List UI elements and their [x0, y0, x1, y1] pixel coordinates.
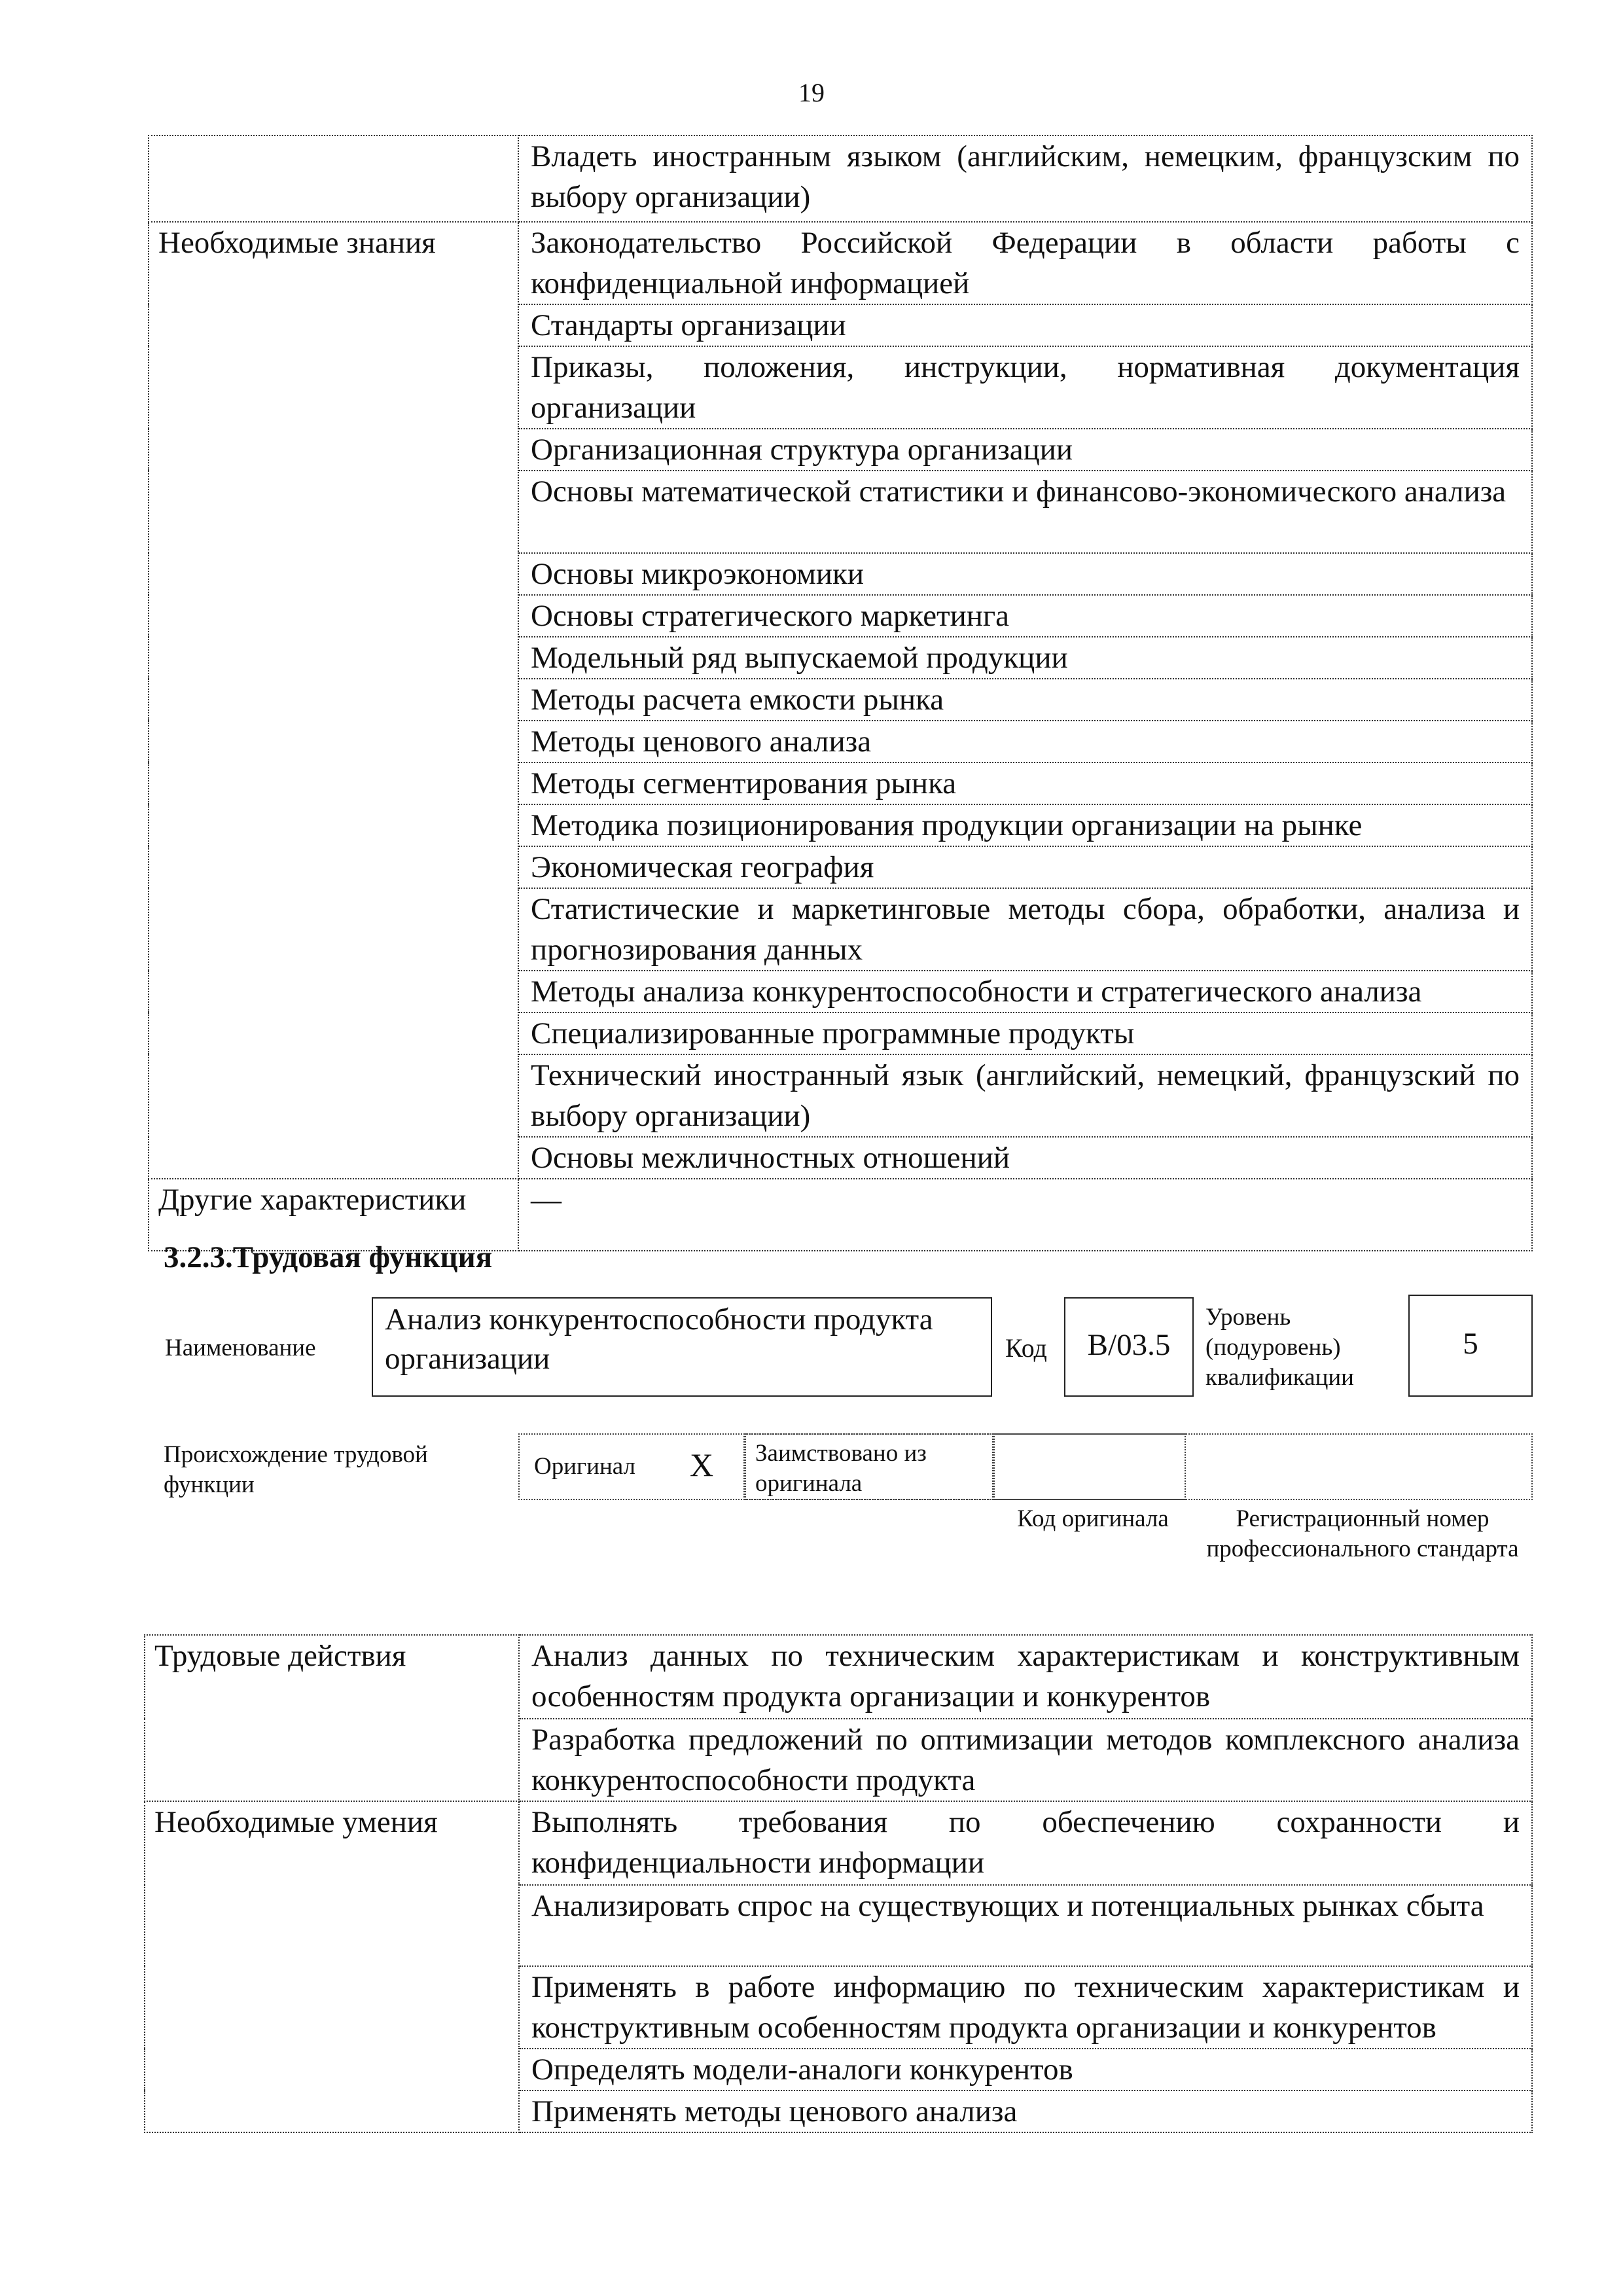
table-cell: Законодательство Российской Федерации в области работы с конфиденциальной информацией [518, 222, 1532, 304]
row-label-actions: Трудовые действия [145, 1635, 519, 1801]
table-cell: Основы математической статистики и финансово-экономического анализа [518, 471, 1532, 553]
table-row [145, 1801, 1532, 1885]
table-cell: Методы расчета емкости рынка [518, 679, 1532, 721]
row-label-other: Другие характеристики [149, 1179, 518, 1251]
table-cell: Основы стратегического маркетинга [518, 595, 1532, 637]
table-cell: Определять модели-аналоги конкурентов [519, 2049, 1532, 2090]
table-cell: Технический иностранный язык (английский, немецкий, французский по выбору организации) [518, 1054, 1532, 1137]
row-label [149, 135, 518, 222]
table-cell: Применять в работе информацию по техническим характеристикам и конструктивным особенностям продукта организации и конкурентов [519, 1966, 1532, 2049]
requirements-table [148, 135, 1533, 1251]
code-label: Код [1005, 1333, 1047, 1363]
table-row [145, 1635, 1532, 1719]
table-cell: Анализировать спрос на существующих и потенциальных рынках сбыта [519, 1885, 1532, 1966]
code-original-caption: Код оригинала [1017, 1505, 1169, 1532]
table-cell: Основы микроэкономики [518, 553, 1532, 595]
level-value: 5 [1463, 1327, 1478, 1361]
code-original-cell [993, 1433, 1186, 1500]
code-value: B/03.5 [1087, 1328, 1171, 1362]
origin-label: Происхождение трудовой функции [164, 1441, 428, 1498]
table-cell: Методы ценового анализа [518, 721, 1532, 762]
page-number: 19 [798, 78, 825, 107]
name-value: Анализ конкурентоспособности продукта организации [385, 1302, 933, 1376]
table-cell: — [518, 1179, 1532, 1251]
table-cell: Методика позиционирования продукции организации на рынке [518, 804, 1532, 846]
table-cell: Анализ данных по техническим характеристикам и конструктивным особенностям продукта организации и конкурентов [519, 1635, 1532, 1719]
table-cell: Организационная структура организации [518, 429, 1532, 471]
section-title: 3.2.3.Трудовая функция [164, 1240, 493, 1274]
table-cell: Модельный ряд выпускаемой продукции [518, 637, 1532, 679]
original-label: Оригинал [534, 1453, 636, 1480]
table-cell: Статистические и маркетинговые методы сбора, обработки, анализа и прогнозирования данных [518, 888, 1532, 971]
table-cell: Специализированные программные продукты [518, 1013, 1532, 1054]
table-cell: Приказы, положения, инструкции, нормативная документация организации [518, 346, 1532, 429]
original-mark: X [690, 1446, 714, 1483]
table-cell: Основы межличностных отношений [518, 1137, 1532, 1179]
name-box [372, 1297, 992, 1397]
name-label: Наименование [165, 1335, 316, 1361]
code-box [1064, 1297, 1194, 1397]
actions-table [144, 1634, 1533, 2133]
table-cell: Методы сегментирования рынка [518, 762, 1532, 804]
table-row [149, 135, 1532, 222]
level-label: Уровень (подуровень) квалификации [1205, 1304, 1354, 1391]
table-row [149, 222, 1532, 304]
row-label-skills: Необходимые умения [145, 1801, 519, 2132]
level-box [1408, 1295, 1533, 1397]
table-cell: Экономическая география [518, 846, 1532, 888]
reg-number-caption: Регистрационный номер профессионального стандарта [1206, 1505, 1519, 1562]
borrowed-label: Заимствовано из оригинала [755, 1440, 927, 1497]
table-cell: Методы анализа конкурентоспособности и стратегического анализа [518, 971, 1532, 1013]
row-label-knowledge: Необходимые знания [149, 222, 518, 1179]
table-cell: Применять методы ценового анализа [519, 2090, 1532, 2132]
table-cell: Разработка предложений по оптимизации методов комплексного анализа конкурентоспособности продукта [519, 1719, 1532, 1801]
table-cell: Стандарты организации [518, 304, 1532, 346]
table-cell: Владеть иностранным языком (английским, немецким, французским по выбору организации) [518, 135, 1532, 222]
table-cell: Выполнять требования по обеспечению сохранности и конфиденциальности информации [519, 1801, 1532, 1885]
